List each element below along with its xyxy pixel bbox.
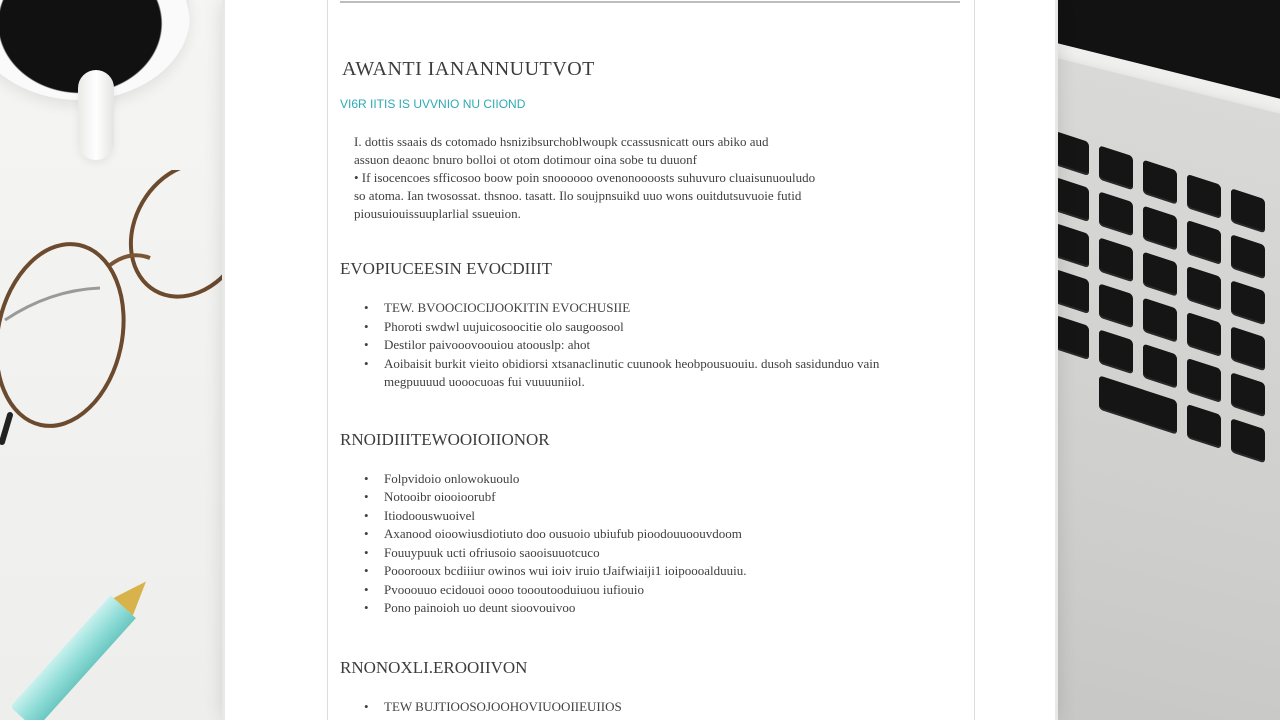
list-item: • Fouuypuuk ucti ofriusoio saooisuuotcuco [364,544,944,563]
list-item: • Axanood oioowiusdiotiuto doo ousuoio ubiufub pioodouuoouvdoom [364,525,944,544]
list-item: • Pooorooux bcdiiiur owinos wui ioiv iruio tJaifwiaiji1 ioipoooalduuiu. [364,562,944,581]
section-heading: EVOPIUCEESIN EVOCDIIIT [340,259,553,278]
keyboard-key [1231,418,1265,463]
keyboard-key [1099,237,1133,282]
subtitle: VI6R IITIS IS UVVNIO NU CIIOND [340,97,526,111]
summary-line: I. dottis ssaais ds cotomado hsnizibsurchoblwoupk ccassusnicatt ours abiko aud [354,134,769,149]
resume-document [340,58,950,716]
list-item: • Pono painoioh uo deunt sioovouivoo [364,599,944,618]
keyboard-key [1231,280,1265,325]
keyboard-key [1187,220,1221,265]
pen [10,566,162,720]
section-list [340,698,950,717]
list-item: • Notooibr oiooioorubf [364,488,944,507]
section-skills [340,430,950,618]
keyboard-key [1231,372,1265,417]
keyboard-key [1143,252,1177,297]
keyboard-key [1055,177,1089,222]
list-item: • Pvooouuo ecidouoi oooo toooutooduiuou iufiouio [364,581,944,600]
keyboard-key [1231,326,1265,371]
section-list [340,470,950,618]
top-rule [340,1,960,3]
summary-line: piousuiouissuuplarlial ssueuion. [354,206,521,221]
section-heading: RNOIDIIITEWOOIOIIONOR [340,429,550,449]
keyboard-key [1099,329,1133,374]
list-item: • Destilor paivooovoouiou atoouslp: ahot [364,336,944,355]
list-item: • Aoibaisit burkit vieito obidiorsi xtsanaclinutic cuunook heobpousuouiu. dusoh sasidunduo vain megpuuuud uooocuoas fui vuuuuniiol. [364,355,944,392]
summary-line: • If isocencoes sfficosoo boow poin snoooooo ovenonoooosts suhuvuro cluaisunuouludo [354,170,816,185]
keyboard-key [1055,223,1089,268]
section-experience [340,259,950,392]
list-item: • Itiodoouswuoivel [364,507,944,526]
keyboard-key [1143,298,1177,343]
keyboard-key [1055,315,1089,360]
keyboard-key [1143,206,1177,251]
list-item: • Phoroti swdwl uujuicosoocitie olo saugoosool [364,318,944,337]
keyboard-key [1231,234,1265,279]
pen-body [10,595,136,720]
keyboard-key [1187,404,1221,449]
section-heading: RNONOXLI.EROOIIVON [340,657,528,677]
keyboard-key [1187,358,1221,403]
desk-background-left [0,0,230,720]
eyeglasses-icon [0,170,230,460]
keyboard-key [1187,266,1221,311]
list-item: • Folpvidoio onlowokuoulo [364,470,944,489]
desk-background-right [1055,0,1280,720]
keyboard-key [1099,191,1133,236]
list-item: • TEW BUJTIOOSOJOOHOVIUOOIIEUIIOS [364,698,944,717]
summary-line: assuon deaonc bnuro bolloi ot otom dotimour oina sobe tu duuonf [354,152,698,167]
section-additional [340,658,950,717]
keyboard-key [1099,283,1133,328]
keyboard-key [1143,344,1177,389]
list-item: • TEW. BVOOCIOCIJOOKITIN EVOCHUSIIE [364,299,944,318]
summary-line: so atoma. Ian twosossat. thsnoo. tasatt. Ilo soujpnsuikd uuo wons ouitdutsuvuoie futid [354,188,802,203]
section-list [340,299,950,392]
name-heading: AWANTI IANANNUUTVOT [342,58,595,80]
keyboard-key [1187,312,1221,357]
summary-block [354,133,944,223]
coffee-cup-handle [78,70,114,160]
keyboard-key [1055,269,1089,314]
